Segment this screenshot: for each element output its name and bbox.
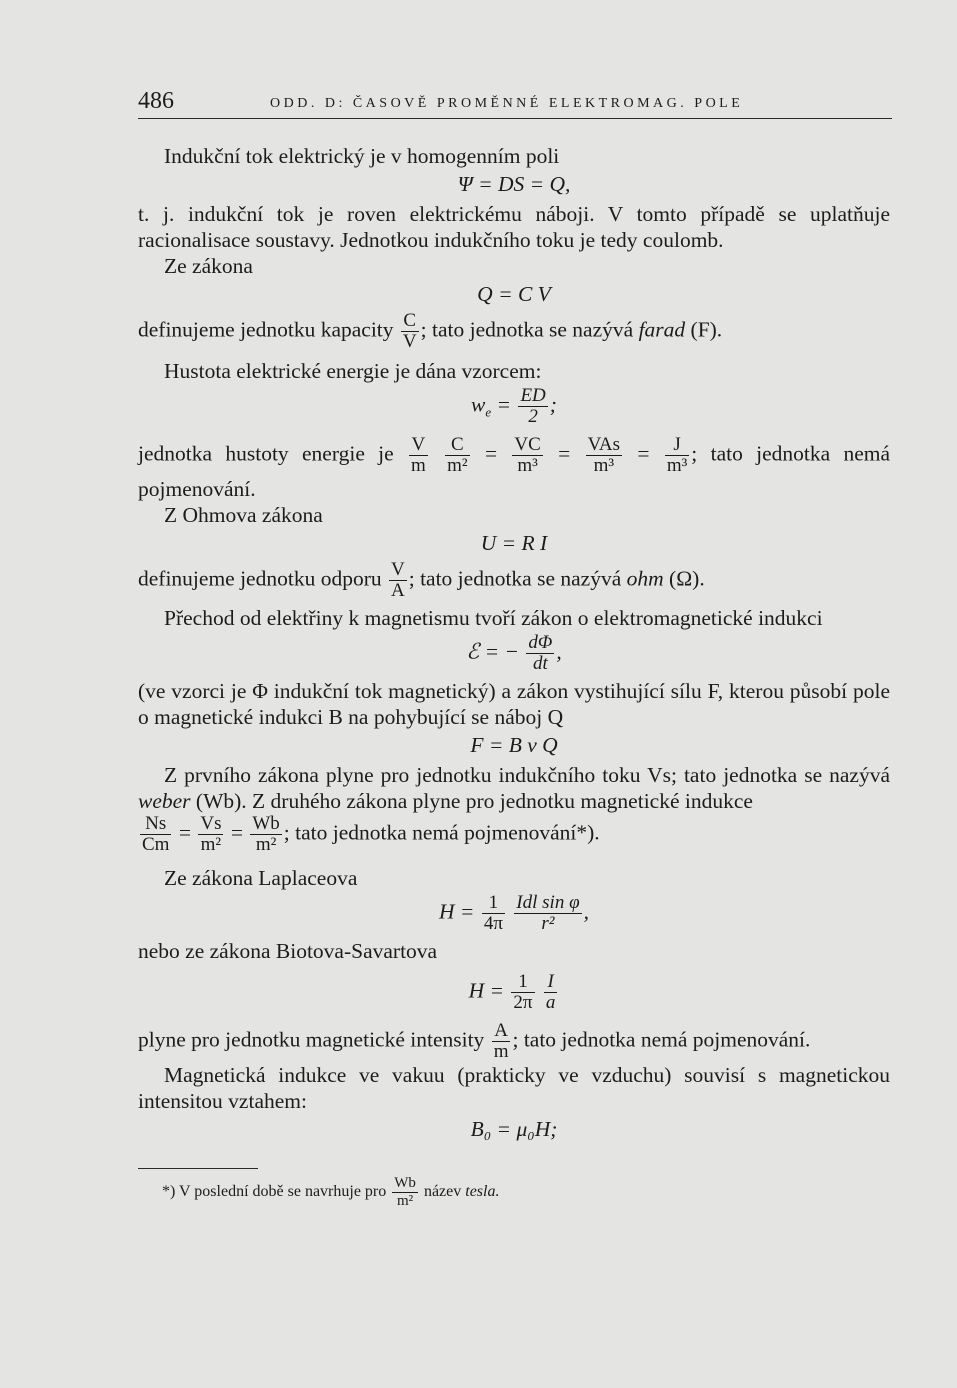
numerator: V [390,559,405,580]
term: tesla. [465,1183,500,1201]
numerator: ED [520,385,546,406]
denominator: m² [200,834,222,855]
text-span: definujeme jednotku odporu [138,566,382,591]
fraction [409,435,428,476]
denominator: r² [541,913,555,934]
numerator: I [544,972,558,993]
denominator: 4π [483,913,503,934]
equation: Q = C V [477,282,551,306]
math-symbol: ℰ = − [466,639,520,664]
fraction [198,814,223,855]
page-body [138,143,890,1210]
footnote [138,1175,890,1210]
denominator: m³ [666,455,688,476]
paragraph: Hustota elektrické energie je dána vzorcem: [164,359,542,383]
denominator: m² [397,1193,414,1209]
paragraph: Ze zákona [164,254,253,278]
paragraph [138,762,890,814]
fraction [392,1175,418,1210]
equation [138,893,890,934]
paragraph: nebo ze zákona Biotova-Savartova [138,939,438,963]
text-span: ; tato jednotka se nazývá [408,566,622,591]
page-header [138,88,892,119]
equals-sign: = [230,820,243,845]
denominator: m² [255,834,277,855]
term: ohm [626,566,664,591]
equation [138,633,890,674]
numerator: Wb [394,1175,416,1191]
fraction [511,972,534,1013]
denominator: a [545,992,556,1013]
numerator: 1 [482,893,505,914]
text-span: (F). [690,317,723,342]
denominator: V [402,331,417,352]
math-symbol: , [583,899,589,924]
numerator: C [445,435,469,456]
math-symbol: H = [439,899,475,924]
text-span: ; tato jednotka se nazývá [420,317,634,342]
fraction [482,893,505,934]
fraction [389,560,407,601]
equation: B₀ = μ₀H; [470,1117,558,1141]
term: weber [138,789,191,813]
paragraph [138,311,890,352]
numerator: A [492,1021,511,1042]
paragraph: (ve vzorci je Φ indukční tok magnetický) a zákon vystihující sílu F, kterou působí pole o magnetické indukci B na pohybující se náboj Q [138,679,890,729]
paragraph: Ze zákona Laplaceova [164,866,358,890]
equation [138,972,890,1013]
denominator: Cm [142,834,170,855]
equation: F = B v Q [470,733,558,757]
paragraph [138,1021,890,1062]
text-span: ; tato jednotka nemá pojmenování*). [283,820,600,845]
equals-sign: = [637,441,650,466]
math-symbol: , [556,639,562,664]
denominator: m³ [593,455,615,476]
fraction [665,435,689,476]
math-symbol: w [471,392,486,417]
equation [138,386,890,427]
equals-sign: = [558,441,571,466]
denominator: 2π [513,992,533,1013]
fraction [445,435,469,476]
numerator: 1 [511,972,534,993]
numerator: Wb [252,813,280,834]
numerator: Idl sin φ [516,892,580,913]
paragraph: Z Ohmova zákona [164,503,323,527]
text-span: plyne pro jednotku magnetické intensity [138,1027,485,1052]
text-span: *) V poslední době se navrhuje pro [162,1183,387,1201]
math-symbol: H = [468,978,505,1003]
numerator: V [409,435,428,456]
math-symbol: ; [549,392,557,417]
equals-sign: = [484,441,498,466]
denominator: m [493,1041,509,1062]
running-title: ODD. D: ČASOVĚ PROMĚNNÉ ELEKTROMAG. POLE [270,96,744,111]
text-span: ; tato jednotka nemá pojmenování. [138,441,891,501]
denominator: A [390,580,405,601]
paragraph [138,560,890,601]
term: farad [638,317,686,342]
equals-sign: = [178,820,191,845]
paragraph: t. j. indukční tok je roven elektrickému náboji. V tomto případě se uplatňuje racionalisace soustavy. Jednotkou indukčního toku je tedy coulomb. [138,202,890,252]
fraction [544,972,558,1013]
paragraph: Magnetická indukce ve vakuu (prakticky ve vzduchu) souvisí s magnetickou intensitou vztahem: [138,1063,890,1113]
equation: U = R I [480,531,548,555]
text-span: ; tato jednotka nemá pojmenování. [512,1027,811,1052]
text-span: Z prvního zákona plyne pro jednotku indukčního toku Vs; tato jednotka se nazývá [164,763,890,787]
fraction [526,633,554,674]
paragraph: Indukční tok elektrický je v homogenním poli [164,144,560,168]
text-span: jednotka hustoty energie je [138,441,394,466]
footnote-divider [138,1168,258,1169]
fraction [492,1021,511,1062]
numerator: VAs [587,434,621,455]
page-number: 486 [138,88,174,114]
numerator: C [401,311,419,332]
math-symbol: = [491,392,517,417]
text-span: název [423,1183,462,1201]
fraction [512,435,542,476]
denominator: m² [447,455,468,476]
text-span: definujeme jednotku kapacity [138,317,394,342]
fraction [514,893,581,934]
paragraph [138,814,890,855]
denominator: 2 [528,406,538,427]
denominator: dt [533,653,548,674]
paragraph [138,435,890,502]
fraction [518,386,547,427]
numerator: VC [514,434,541,455]
text-span: (Wb). Z druhého zákona plyne pro jednotku magnetické indukce [195,789,753,813]
numerator: J [665,435,689,456]
fraction [401,311,419,352]
text-span: (Ω). [669,566,705,591]
equation: Ψ = DS = Q, [457,172,571,196]
fraction [250,814,281,855]
fraction [586,435,622,476]
numerator: Ns [140,814,171,835]
fraction [140,814,171,855]
numerator: Vs [200,813,222,834]
denominator: m³ [517,455,538,476]
paragraph: Přechod od elektřiny k magnetismu tvoří zákon o elektromagnetické indukci [164,606,823,630]
subscript: e [485,404,492,420]
denominator: m [411,455,426,476]
numerator: dΦ [528,632,553,653]
